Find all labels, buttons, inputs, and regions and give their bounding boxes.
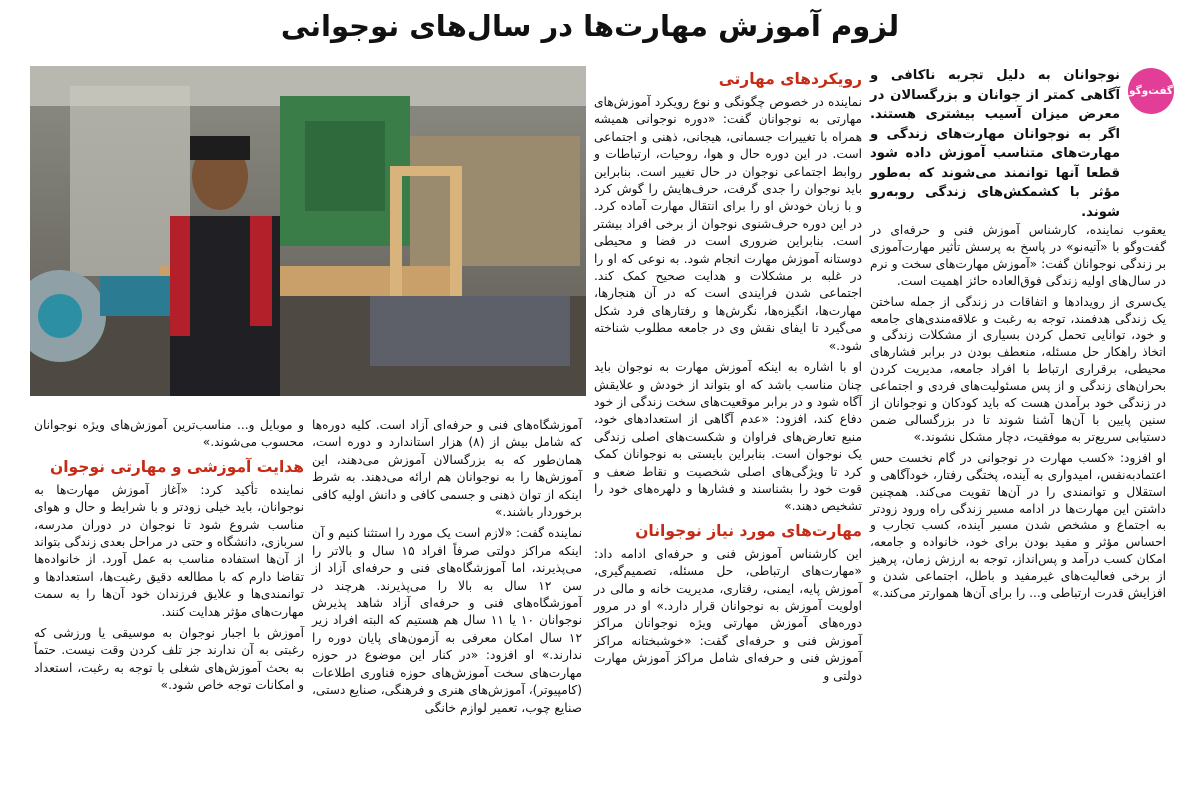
lead-block (870, 66, 1120, 222)
paragraph: نماینده در خصوص چگونگی و نوع رویکرد آموزش‌های مهارتی به نوجوانان گفت: «دوره نوجوانی همیشه همراه با تغییرات جسمانی، هیجانی، ذهنی و اجتماعی است. در این دوره حال و هوا، روحیات، ارتباطات و روابط اجتماعی نوجوان در حال تغییر است. بنابراین باید نوجوان را جدی گرفت، حرف‌هایش را گوش کرد و با زبان خودش او را برای انتقال مهارت آماده کرد. در این دوره حرف‌شنوی نوجوان از برخی افراد بیشتر است. بنابراین ضروری است در فضا و محیطی دوستانه آموزش مهارت انجام شود. به نوعی که او را در غلبه بر مشکلات و هدایت صحیح کمک کند. اجتماعی شدن فرایندی است که در آن هنجارها، مهارت‌ها، انگیزه‌ها، نگرش‌ها و رفتارهای فرد شکل می‌گیرد تا ایفای نقش وی در جامعه مطلوب شناخته شود.» (594, 95, 862, 353)
paragraph: یک‌سری از رویدادها و اتفاقات در زندگی از جمله ساختن یک زندگی هدفمند، توجه به رغبت و علاقه‌مندی‌های جامعه و خود، توانایی تحمل کردن بسیاری از مشکلات زندگی و اتخاذ راهکار حل مسئله، منعطف بودن در برابر فشارهای محیطی، برقراری ارتباط با افراد جامعه، مدیریت کردن بحران‌های زندگی و از پس مسئولیت‌های فردی و اجتماعی در زندگی خود برآمدن هست که باید کودکان و نوجوانان از سنین پایین با آن‌ها آشنا شوند تا در بزرگسالی ضمن دستیابی سریع‌تر به موفقیت، دچار مشکل نشوند.» (870, 294, 1166, 444)
subheading: مهارت‌های مورد نیاز نوجوانان (635, 521, 862, 540)
paragraph: او با اشاره به اینکه آموزش مهارت به نوجوان باید چنان مناسب باشد که او بتواند از خودش و علایقش آگاه شود و در برابر موقعیت‌های سخت زندگی از خود دفاع کند، افزود: «عدم آگاهی از استعدادهای خود، منبع تعارض‌های فراوان و شکست‌های اصلی زندگی یک نوجوان است. بنابراین بایستی به نوجوانان کمک کرد تا ویژگی‌های اصلی شخصیت و نقاط ضعف و قوت خود را بشناسند و فشارها و دلهره‌های خود را تشخیص دهند.» (594, 360, 862, 514)
headline: لزوم آموزش مهارت‌ها در سال‌های نوجوانی (280, 9, 900, 43)
column-3 (312, 417, 582, 721)
paragraph: نماینده تأکید کرد: «آغاز آموزش مهارت‌ها به نوجوانان، باید خیلی زودتر و با شرایط و حال و هوای مناسب شروع شود تا نوجوان در دوران مدرسه، سربازی، دانشگاه و حتی در مراحل بعدی زندگی بتواند از آن‌ها استفاده مناسب به عمل آورد. از خانواده‌ها تقاضا دارم که با مطالعه دقیق رغبت‌ها، استعدادها و توانمندی‌ها و علایق فرزندان خود آن‌ها را به سمت مهارت‌های مؤثر هدایت کنند. (34, 482, 304, 619)
paragraph: و موبایل و... مناسب‌ترین آموزش‌های ویژه نوجوانان محسوب می‌شوند.» (34, 418, 304, 450)
paragraph: او افزود: «کسب مهارت در نوجوانی در گام نخست حس اعتماد‌به‌نفس، امیدواری به آینده، پختگی رفتار، خودآگاهی و استقلال و توانمندی را در آن‌ها تقویت می‌کند. همچنین داشتن این مهارت‌ها در ادامه مسیر زندگی راه ورود زودتر به اجتماع و مشخص شدن مسیر آینده، کسب تجارب و احساس مؤثر و مفید بودن برای خود، خانواده و جامعه، امکان کسب درآمد و پس‌انداز، توجه به ارزش زمان، پرهیز از برخی فعالیت‌های غیرمفید و باطل، اجتماعی شدن و افزایش قدرت ارتباطی و... را برای آن‌ها هموارتر می‌کند.» (870, 450, 1166, 601)
photo-illustration (30, 66, 586, 396)
paragraph: این کارشناس آموزش فنی و حرفه‌ای ادامه داد: «مهارت‌های ارتباطی، حل مسئله، تصمیم‌گیری، آموزش پایه، ایمنی، رفتاری، مدیریت خانه و مالی در اولویت آموزش به نوجوانان قرار دارد.» او در مرور دوره‌های آموزش مهارتی ویژه نوجوانان مراکز آموزش فنی و حرفه‌ای گفت: «خوشبختانه مراکز آموزش فنی و حرفه‌ای شامل مراکز آموزش مهارت دولتی و (594, 546, 862, 683)
subheading: هدایت آموزشی و مهارتی نوجوان (50, 457, 304, 476)
column-2 (594, 64, 862, 689)
lead-text: نوجوانان به دلیل تجربه ناکافی و آگاهی کمتر از جوانان و بزرگسالان در معرض میزان آسیب بیشتری هستند. اگر به نوجوانان مهارت‌های زندگی و مهارت‌های متناسب آموزش داده شود قطعا آنها توانمند می‌شوند که به‌طور مؤثر با کشمکش‌های زندگی روبه‌رو شوند. (870, 68, 1120, 220)
paragraph: یعقوب نماینده، کارشناس آموزش فنی و حرفه‌ای در گفت‌وگو با «آتیه‌نو» در پاسخ به پرسش تأثیر مهارت‌آموزی بر زندگی نوجوانان گفت: «آموزش مهارت‌های سخت و نرم در سال‌های اولیه زندگی فوق‌العاده حائز اهمیت است. (870, 223, 1166, 288)
paragraph: آموزش با اجبار نوجوان به موسیقی یا ورزشی که رغبتی به آن ندارند جز تلف کردن وقت نیست. حتماً به بحث آموزش‌های شغلی با توجه به رغبت، استعداد و امکانات توجه خاص شود.» (34, 626, 304, 693)
subheading: رویکردهای مهارتی (718, 70, 862, 88)
workshop-photo (30, 66, 586, 396)
column-4 (34, 417, 304, 699)
column-1 (870, 222, 1166, 606)
paragraph: نماینده گفت: «لازم است یک مورد را استثنا کنیم و آن اینکه مراکز دولتی صرفاً افراد ۱۵ سال و بالاتر را می‌پذیرند، اما آموزشگاه‌های فنی و حرفه‌ای آزاد از سن ۱۲ سال به بالا را می‌پذیرند. هرچند در آموزشگاه‌های فنی و حرفه‌ای آزاد شاهد پذیرش نوجوانان ۱۰ یا ۱۱ سال هم هستیم که البته افراد زیر ۱۲ سال امکان معرفی به آزمون‌های پایان دوره را ندارند.» او افزود: «در کنار این موضوع در حوزه مهارت‌های سخت آموزش‌های حوزه فناوری اطلاعات (کامپیوتر)، آموزش‌های هنری و فرهنگی، صنایع دستی، صنایع چوب، تعمیر لوازم خانگی (312, 526, 583, 715)
paragraph: آموزشگاه‌های فنی و حرفه‌ای آزاد است. کلیه دوره‌ها که شامل بیش از (۸) هزار استاندارد و دوره است، همان‌طور که به بزرگسالان آموزش می‌دهند، این آموزش‌ها را به نوجوانان هم ارائه می‌دهند. به شرط اینکه از توان ذهنی و جسمی کافی و دانش اولیه کافی برخوردار باشند.» (312, 418, 583, 520)
interview-badge: گفت‌وگو (1128, 68, 1174, 114)
